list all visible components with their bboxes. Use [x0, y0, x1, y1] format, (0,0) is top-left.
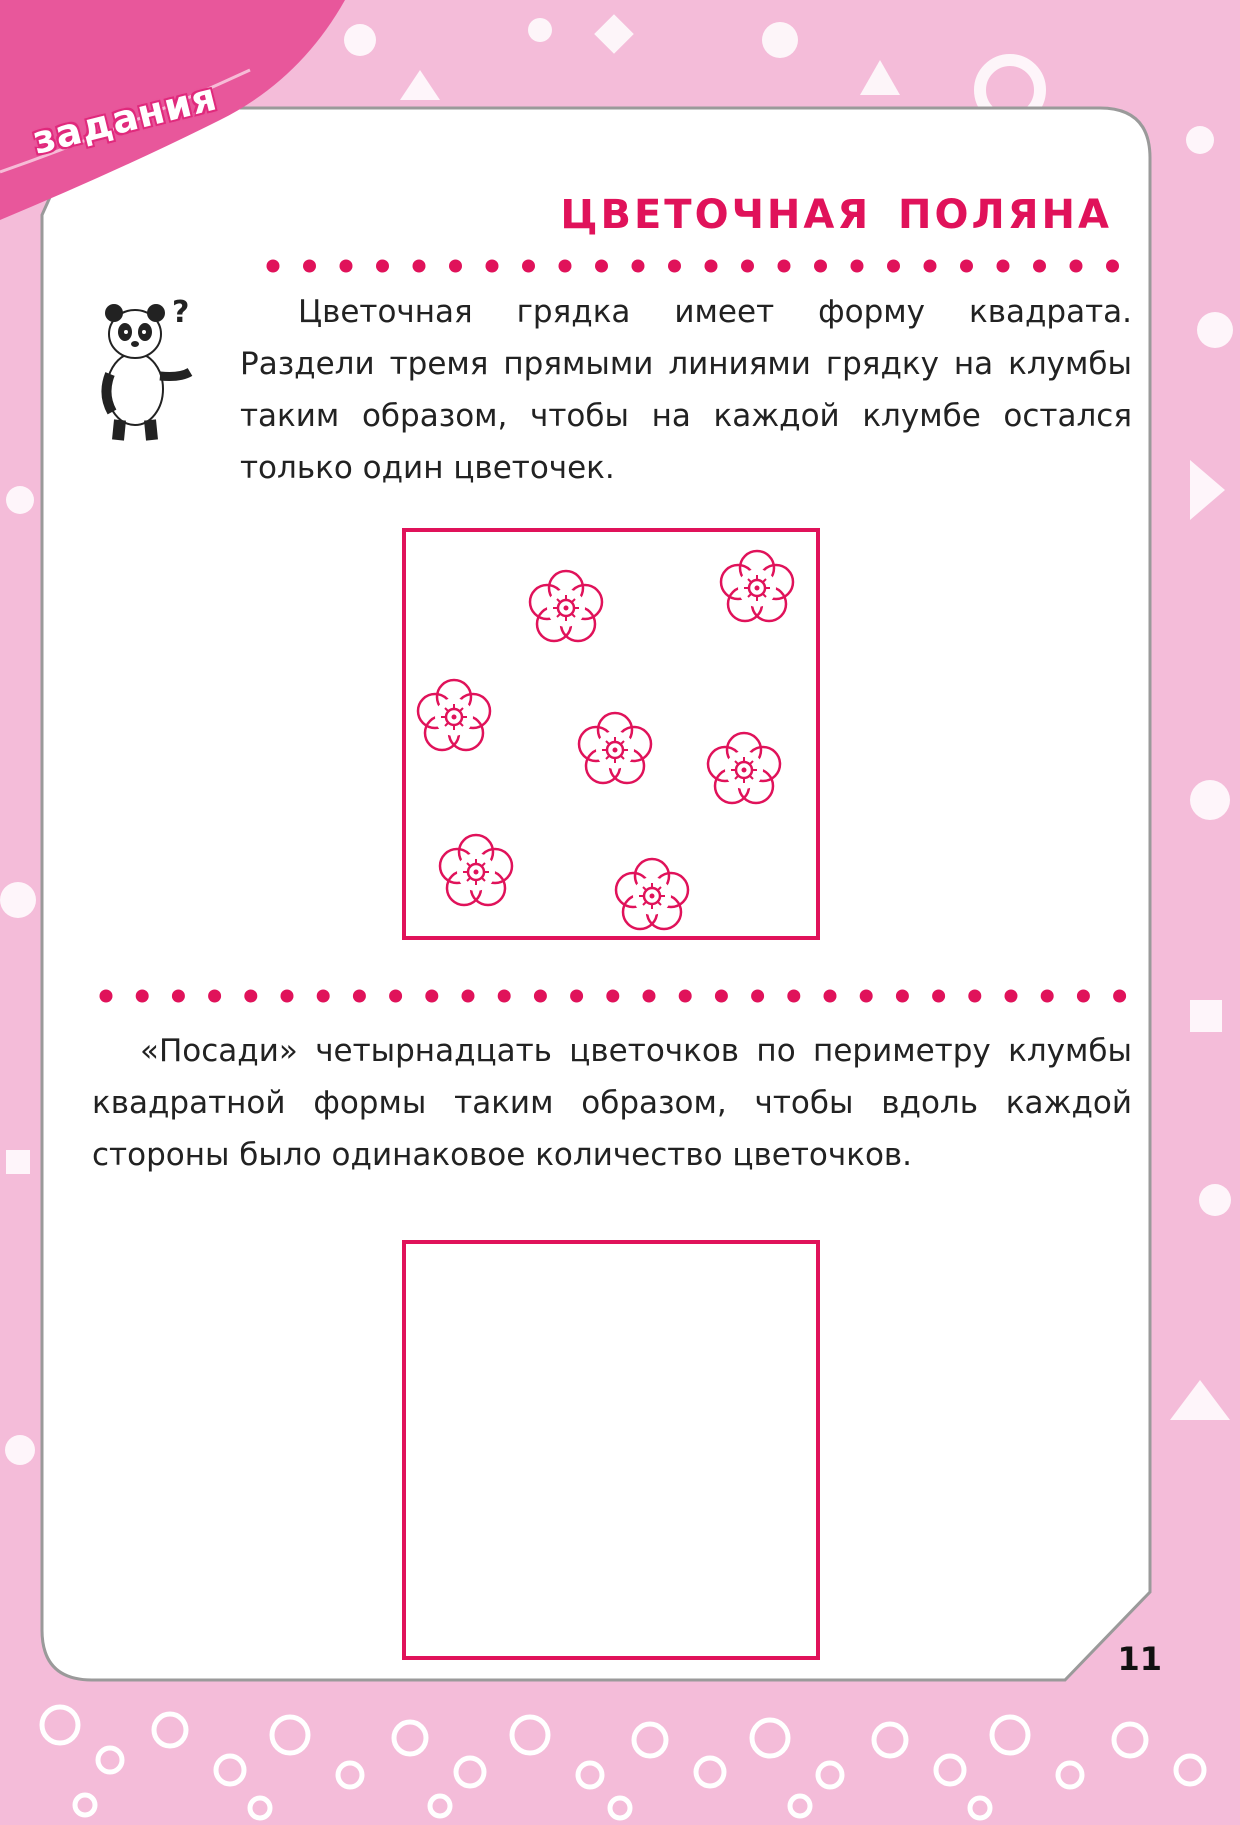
divider-dot — [1033, 260, 1046, 273]
divider-dot — [208, 990, 221, 1003]
divider-dot — [244, 990, 257, 1003]
page-title: ЦВЕТОЧНАЯ ПОЛЯНА — [560, 192, 1112, 238]
divider-dot — [389, 990, 402, 1003]
divider-dot — [353, 990, 366, 1003]
divider-dot — [172, 990, 185, 1003]
empty-flowerbed-square[interactable] — [402, 1240, 820, 1660]
divider-dot — [741, 260, 754, 273]
task1-text: Цветочная грядка имеет форму квадрата. Раздели тремя прямыми линиями грядку на клумбы таким образом, чтобы на каждой клумбе остался только один цветочек. — [240, 294, 1132, 486]
divider-dot — [100, 990, 113, 1003]
divider-dot — [498, 990, 511, 1003]
divider-dot — [751, 990, 764, 1003]
divider-dot — [787, 990, 800, 1003]
divider-dot — [522, 260, 535, 273]
divider-dot — [606, 990, 619, 1003]
divider-dot — [668, 260, 681, 273]
divider-dot — [814, 260, 827, 273]
flower-icon — [440, 835, 512, 905]
dotted-divider-top — [265, 258, 1145, 274]
divider-dot — [534, 990, 547, 1003]
divider-dot — [303, 260, 316, 273]
divider-dot — [559, 260, 572, 273]
divider-dot — [1005, 990, 1018, 1003]
divider-dot — [1077, 990, 1090, 1003]
divider-dot — [960, 260, 973, 273]
divider-dot — [462, 990, 475, 1003]
divider-dot — [281, 990, 294, 1003]
divider-dot — [595, 260, 608, 273]
divider-dot — [824, 990, 837, 1003]
divider-dot — [1041, 990, 1054, 1003]
flower-icon — [721, 551, 793, 621]
dotted-divider-middle — [98, 988, 1148, 1004]
flower-icon — [418, 680, 490, 750]
divider-dot — [376, 260, 389, 273]
divider-dot — [1106, 260, 1119, 273]
divider-dot — [924, 260, 937, 273]
divider-dot — [705, 260, 718, 273]
divider-dot — [997, 260, 1010, 273]
flowerbed-square[interactable] — [402, 528, 820, 940]
divider-dot — [679, 990, 692, 1003]
divider-dot — [715, 990, 728, 1003]
divider-dot — [317, 990, 330, 1003]
divider-dot — [449, 260, 462, 273]
divider-dot — [425, 990, 438, 1003]
divider-dot — [860, 990, 873, 1003]
divider-dot — [1070, 260, 1083, 273]
divider-dot — [136, 990, 149, 1003]
flower-icon — [579, 713, 651, 783]
divider-dot — [632, 260, 645, 273]
divider-dot — [887, 260, 900, 273]
section-tab-label: задания — [28, 74, 222, 163]
task2-text: «Посади» четырнадцать цветочков по периметру клумбы квадратной формы таким образом, чтобы вдоль каждой стороны было одинаковое количество цветочков. — [92, 1033, 1132, 1173]
page-number: 11 — [1117, 1640, 1162, 1678]
divider-dot — [570, 990, 583, 1003]
divider-dot — [340, 260, 353, 273]
flower-icon — [708, 733, 780, 803]
divider-dot — [896, 990, 909, 1003]
flower-icon — [530, 571, 602, 641]
divider-dot — [267, 260, 280, 273]
divider-dot — [413, 260, 426, 273]
divider-dot — [851, 260, 864, 273]
question-mark: ? — [172, 295, 190, 330]
divider-dot — [486, 260, 499, 273]
divider-dot — [643, 990, 656, 1003]
flowers-layer — [406, 532, 816, 936]
panda-illustration-icon — [90, 294, 200, 444]
divider-dot — [932, 990, 945, 1003]
flower-icon — [616, 859, 688, 929]
divider-dot — [968, 990, 981, 1003]
divider-dot — [778, 260, 791, 273]
divider-dot — [1113, 990, 1126, 1003]
